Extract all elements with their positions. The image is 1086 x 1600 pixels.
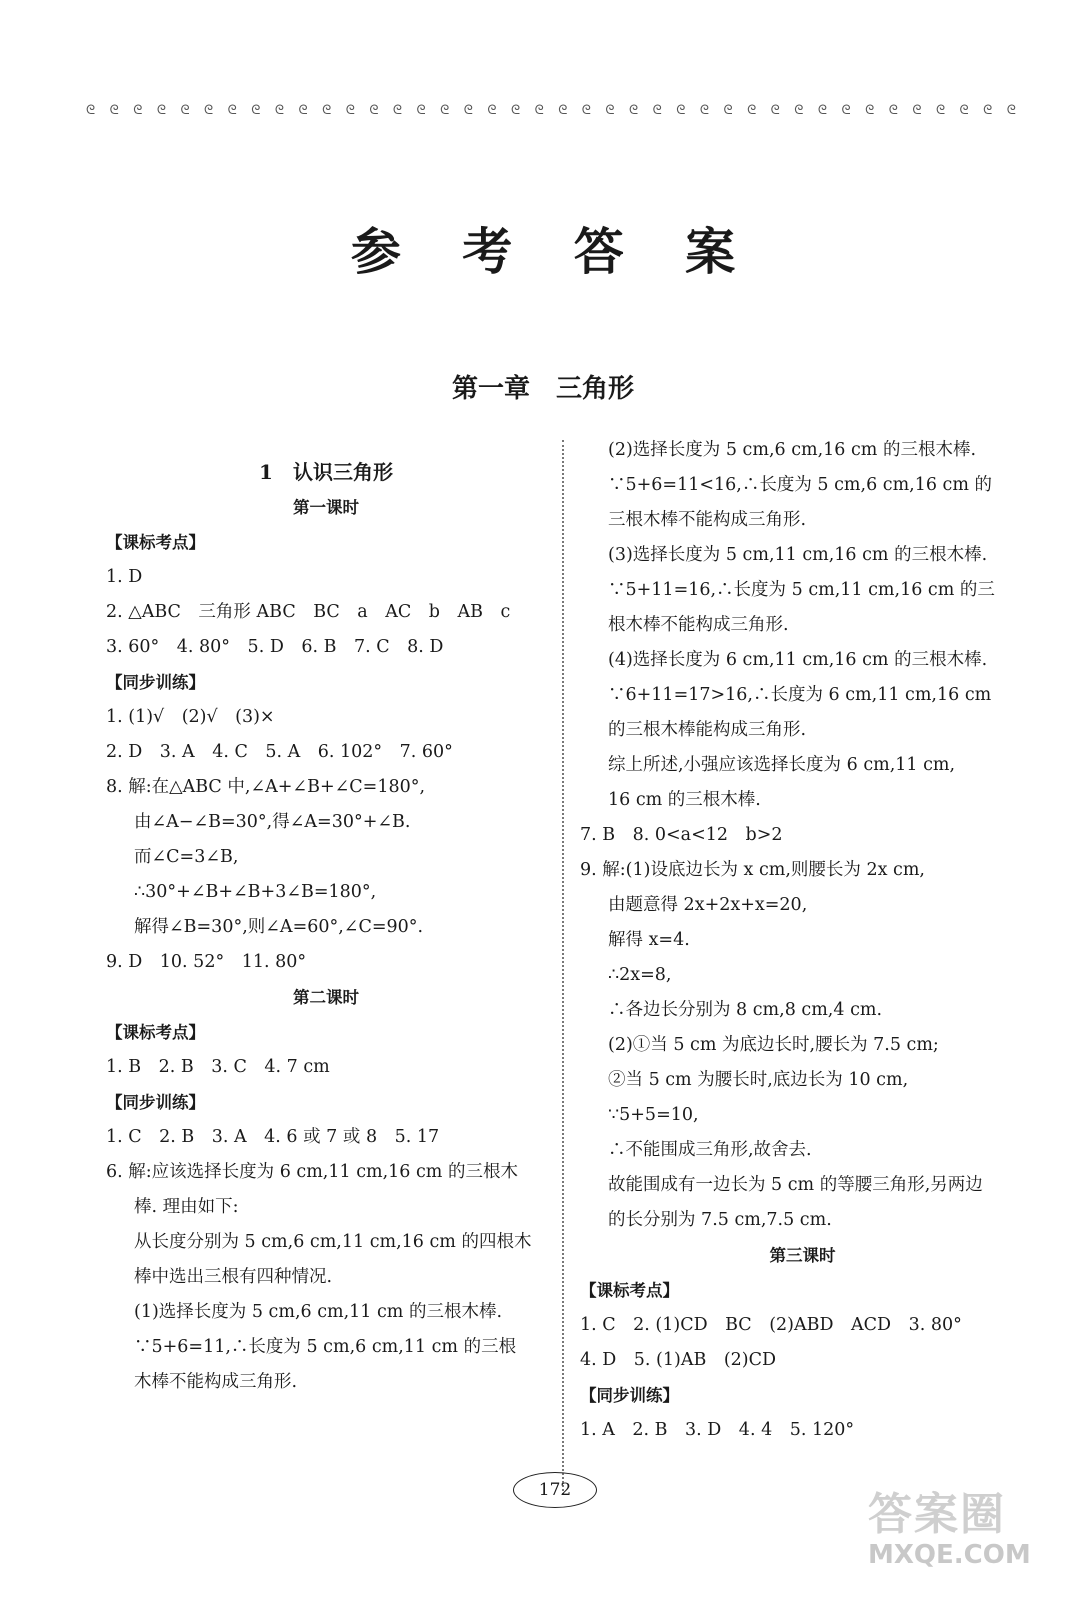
- answer-line: 6. 解:应该选择长度为 6 cm,11 cm,16 cm 的三根木: [106, 1162, 518, 1182]
- chapter-title: 三角形: [556, 374, 635, 404]
- answer-line: 根木棒不能构成三角形.: [608, 615, 789, 635]
- answer-line: 1. A 2. B 3. D 4. 4 5. 120°: [580, 1420, 855, 1440]
- answer-line: ∴不能围成三角形,故舍去.: [608, 1140, 812, 1160]
- answer-line: (2)①当 5 cm 为底边长时,腰长为 7.5 cm;: [608, 1035, 939, 1055]
- deco-glyph: ᘓ: [298, 102, 308, 118]
- answer-line: 而∠C=3∠B,: [134, 847, 239, 867]
- answer-line: ∵6+11=17>16,∴长度为 6 cm,11 cm,16 cm: [608, 685, 992, 705]
- category-heading: 【课标考点】: [106, 533, 205, 552]
- deco-glyph: ᘓ: [322, 102, 332, 118]
- deco-glyph: ᘓ: [959, 102, 969, 118]
- page-number: 172: [513, 1472, 597, 1508]
- deco-glyph: ᘓ: [770, 102, 780, 118]
- lesson-heading: 第三课时: [769, 1246, 836, 1265]
- lesson-heading: 第一课时: [293, 498, 359, 517]
- deco-glyph: ᘓ: [463, 102, 473, 118]
- answer-line: 1. C 2. (1)CD BC (2)ABD ACD 3. 80°: [580, 1315, 962, 1335]
- answer-line: (3)选择长度为 5 cm,11 cm,16 cm 的三根木棒.: [608, 545, 988, 565]
- right-column: [580, 433, 1025, 1448]
- answer-line: 3. 60° 4. 80° 5. D 6. B 7. C 8. D: [106, 637, 444, 657]
- deco-glyph: ᘓ: [510, 102, 521, 118]
- deco-glyph: ᘓ: [747, 102, 757, 118]
- answer-line: 综上所述,小强应该选择长度为 6 cm,11 cm,: [608, 755, 956, 775]
- answer-line: 由题意得 2x+2x+x=20,: [608, 895, 808, 915]
- deco-glyph: ᘓ: [558, 102, 568, 118]
- answer-line: 1. C 2. B 3. A 4. 6 或 7 或 8 5. 17: [106, 1127, 440, 1147]
- deco-glyph: ᘓ: [345, 102, 355, 118]
- answer-line: 2. D 3. A 4. C 5. A 6. 102° 7. 60°: [106, 742, 453, 762]
- answer-line: 故能围成有一边长为 5 cm 的等腰三角形,另两边: [608, 1175, 983, 1195]
- answer-line: 9. 解:(1)设底边长为 x cm,则腰长为 2x cm,: [580, 860, 925, 880]
- answer-line: ②当 5 cm 为腰长时,底边长为 10 cm,: [608, 1070, 909, 1090]
- answer-line: 解得 x=4.: [608, 930, 690, 950]
- deco-glyph: ᘓ: [629, 102, 639, 118]
- deco-glyph: ᘓ: [581, 102, 591, 118]
- category-heading: 【同步训练】: [580, 1386, 679, 1405]
- answer-line: ∵5+11=16,∴长度为 5 cm,11 cm,16 cm 的三: [608, 580, 995, 600]
- column-divider: [562, 440, 564, 1495]
- answer-line: 16 cm 的三根木棒.: [608, 790, 761, 810]
- answer-line: ∵5+5=10,: [608, 1105, 699, 1125]
- answer-line: ∵5+6=11<16,∴长度为 5 cm,6 cm,16 cm 的: [608, 475, 993, 495]
- answer-line: 4. D 5. (1)AB (2)CD: [580, 1350, 777, 1370]
- deco-glyph: ᘓ: [392, 102, 403, 118]
- category-heading: 【同步训练】: [106, 1093, 205, 1112]
- deco-glyph: ᘓ: [180, 102, 190, 118]
- deco-glyph: ᘓ: [534, 102, 544, 118]
- deco-glyph: ᘓ: [935, 102, 946, 118]
- answer-line: 8. 解:在△ABC 中,∠A+∠B+∠C=180°,: [106, 777, 426, 797]
- answer-line: 的三根木棒能构成三角形.: [608, 720, 807, 740]
- deco-glyph: ᘓ: [227, 102, 237, 118]
- page-title: 参 考 答 案: [350, 223, 758, 281]
- category-heading: 【课标考点】: [106, 1023, 205, 1042]
- chapter-heading: [0, 368, 1086, 405]
- section-heading: 1 认识三角形: [259, 460, 393, 484]
- deco-glyph: ᘓ: [794, 102, 804, 118]
- deco-glyph: ᘓ: [109, 102, 119, 118]
- deco-glyph: ᘓ: [369, 102, 379, 118]
- watermark: [868, 1478, 1058, 1593]
- watermark-logo: 答案圈: [868, 1489, 1006, 1540]
- chapter-number: 第一章: [451, 374, 530, 404]
- deco-glyph: ᘓ: [817, 102, 828, 118]
- answer-line: 木棒不能构成三角形.: [134, 1372, 298, 1392]
- answer-line: ∴30°+∠B+∠B+3∠B=180°,: [134, 882, 377, 902]
- answer-line: 棒中选出三根有四种情况.: [134, 1267, 333, 1287]
- deco-glyph: ᘓ: [416, 102, 426, 118]
- left-column: [106, 455, 546, 1400]
- deco-glyph: ᘓ: [204, 102, 214, 118]
- answer-line: 9. D 10. 52° 11. 80°: [106, 952, 307, 972]
- deco-glyph: ᘓ: [156, 102, 166, 118]
- answer-line: (1)选择长度为 5 cm,6 cm,11 cm 的三根木棒.: [134, 1302, 503, 1322]
- answer-line: ∵5+6=11,∴长度为 5 cm,6 cm,11 cm 的三根: [134, 1337, 517, 1357]
- answer-line: ∴2x=8,: [608, 965, 672, 985]
- deco-glyph: ᘓ: [699, 102, 709, 118]
- answer-line: (2)选择长度为 5 cm,6 cm,16 cm 的三根木棒.: [608, 440, 977, 460]
- answer-line: 解得∠B=30°,则∠A=60°,∠C=90°.: [134, 917, 424, 937]
- answer-line: 7. B 8. 0<a<12 b>2: [580, 825, 783, 845]
- answer-line: 1. D: [106, 567, 143, 587]
- deco-glyph: ᘓ: [888, 102, 898, 118]
- deco-glyph: ᘓ: [1006, 102, 1016, 118]
- deco-glyph: ᘓ: [841, 102, 851, 118]
- deco-glyph: ᘓ: [274, 102, 285, 118]
- decorative-border: [86, 103, 1016, 117]
- watermark-url: MXQE.COM: [868, 1540, 1031, 1570]
- answer-line: ∴各边长分别为 8 cm,8 cm,4 cm.: [608, 1000, 883, 1020]
- answer-line: 1. B 2. B 3. C 4. 7 cm: [106, 1057, 330, 1077]
- deco-glyph: ᘓ: [983, 102, 993, 118]
- category-heading: 【课标考点】: [580, 1281, 679, 1300]
- deco-glyph: ᘓ: [487, 102, 497, 118]
- deco-glyph: ᘓ: [251, 102, 261, 118]
- deco-glyph: ᘓ: [86, 102, 96, 118]
- answer-line: (4)选择长度为 6 cm,11 cm,16 cm 的三根木棒.: [608, 650, 988, 670]
- answer-line: 2. △ABC 三角形 ABC BC a AC b AB c: [106, 602, 511, 622]
- answer-line: 1. (1)√ (2)√ (3)×: [106, 707, 275, 727]
- answer-line: 由∠A−∠B=30°,得∠A=30°+∠B.: [134, 812, 411, 832]
- answer-line: 三根木棒不能构成三角形.: [608, 510, 807, 530]
- deco-glyph: ᘓ: [723, 102, 733, 118]
- category-heading: 【同步训练】: [106, 673, 205, 692]
- deco-glyph: ᘓ: [676, 102, 686, 118]
- answer-line: 的长分别为 7.5 cm,7.5 cm.: [608, 1210, 832, 1230]
- deco-glyph: ᘓ: [605, 102, 615, 118]
- deco-glyph: ᘓ: [912, 102, 922, 118]
- answer-line: 棒. 理由如下:: [134, 1197, 239, 1217]
- deco-glyph: ᘓ: [440, 102, 450, 118]
- deco-glyph: ᘓ: [133, 102, 143, 118]
- answer-line: 从长度分别为 5 cm,6 cm,11 cm,16 cm 的四根木: [134, 1232, 532, 1252]
- deco-glyph: ᘓ: [652, 102, 662, 118]
- deco-glyph: ᘓ: [865, 102, 875, 118]
- lesson-heading: 第二课时: [293, 988, 359, 1007]
